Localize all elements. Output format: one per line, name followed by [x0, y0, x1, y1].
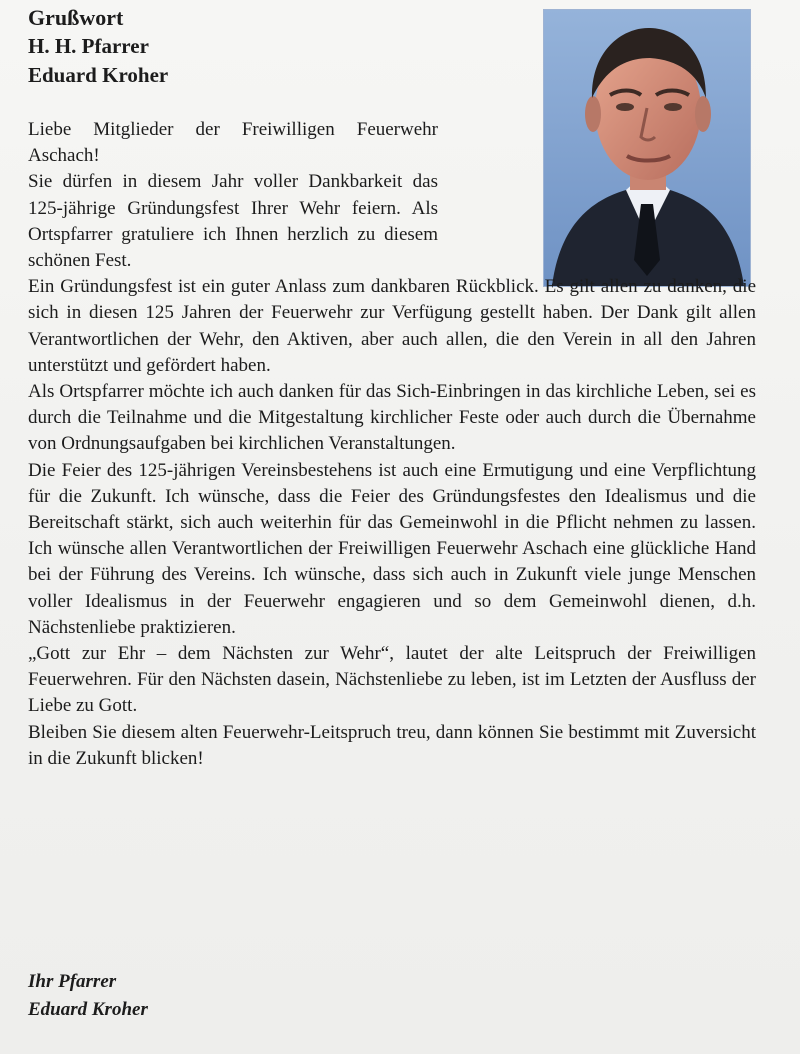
signature-block [28, 968, 148, 1024]
future-paragraph: Die Feier des 125-jährigen Vereinsbestehens ist auch eine Ermutigung und eine Verpflichtung für die Zukunft. Ich wünsche, dass die Feier des Gründungsfestes den Idealismus und die Bereitschaft stärkt, sich auch weiterhin für das Gemeinwohl in die Pflicht nehmen zu lassen. Ich wünsche allen Verantwortlichen der Freiwilligen Feuerwehr Aschach eine glückliche Hand bei der Führung des Vereins. Ich wünsche, dass sich auch in Zukunft viele junge Menschen voller Idealismus in der Feuerwehr engagieren und so dem Gemeinwohl dienen, d.h. Nächstenliebe praktizieren. [28, 459, 756, 638]
letter-body [28, 117, 756, 772]
signature-name: Eduard Kroher [28, 999, 148, 1020]
page-title: Grußwort [28, 5, 124, 30]
salutation-paragraph: Liebe Mitglieder der Freiwilligen Feuerwehr Aschach! [28, 119, 438, 167]
author-title-line: H. H. Pfarrer [28, 34, 149, 58]
closing-paragraph: Bleiben Sie diesem alten Feuerwehr-Leitspruch treu, dann können Sie bestimmt mit Zuversicht in die Zukunft blicken! [28, 721, 756, 769]
document-header [28, 4, 168, 90]
author-name-line: Eduard Kroher [28, 63, 169, 87]
thanks-paragraph: Ein Gründungsfest ist ein guter Anlass zum dankbaren Rückblick. Es gilt allen zu danken, die sich in diesen 125 Jahren der Feuerwehr zur Verfügung gestellt haben. Der Dank gilt allen Verantwortlichen der Wehr, den Aktiven, aber auch allen, die den Verein in all den Jahren unterstützt und gefördert haben. [28, 276, 756, 376]
motto-paragraph: „Gott zur Ehr – dem Nächsten zur Wehr“, lautet der alte Leitspruch der Freiwilligen Feuerwehren. Für den Nächsten dasein, Nächstenliebe zu leben, ist im Letzten der Ausfluss der Liebe zu Gott. [28, 643, 756, 717]
church-paragraph: Als Ortspfarrer möchte ich auch danken für das Sich-Einbringen in das kirchliche Leben, sei es durch die Teilnahme und die Mitgestaltung kirchlicher Feste oder auch durch die Übernahme von Ordnungsaufgaben bei kirchlichen Veranstaltungen. [28, 381, 756, 455]
intro-paragraph: Sie dürfen in diesem Jahr voller Dankbarkeit das 125-jährige Gründungsfest Ihrer Wehr feiern. Als Ortspfarrer gratuliere ich Ihnen herzlich zu diesem schönen Fest. [28, 171, 438, 272]
signature-role: Ihr Pfarrer [28, 971, 117, 992]
